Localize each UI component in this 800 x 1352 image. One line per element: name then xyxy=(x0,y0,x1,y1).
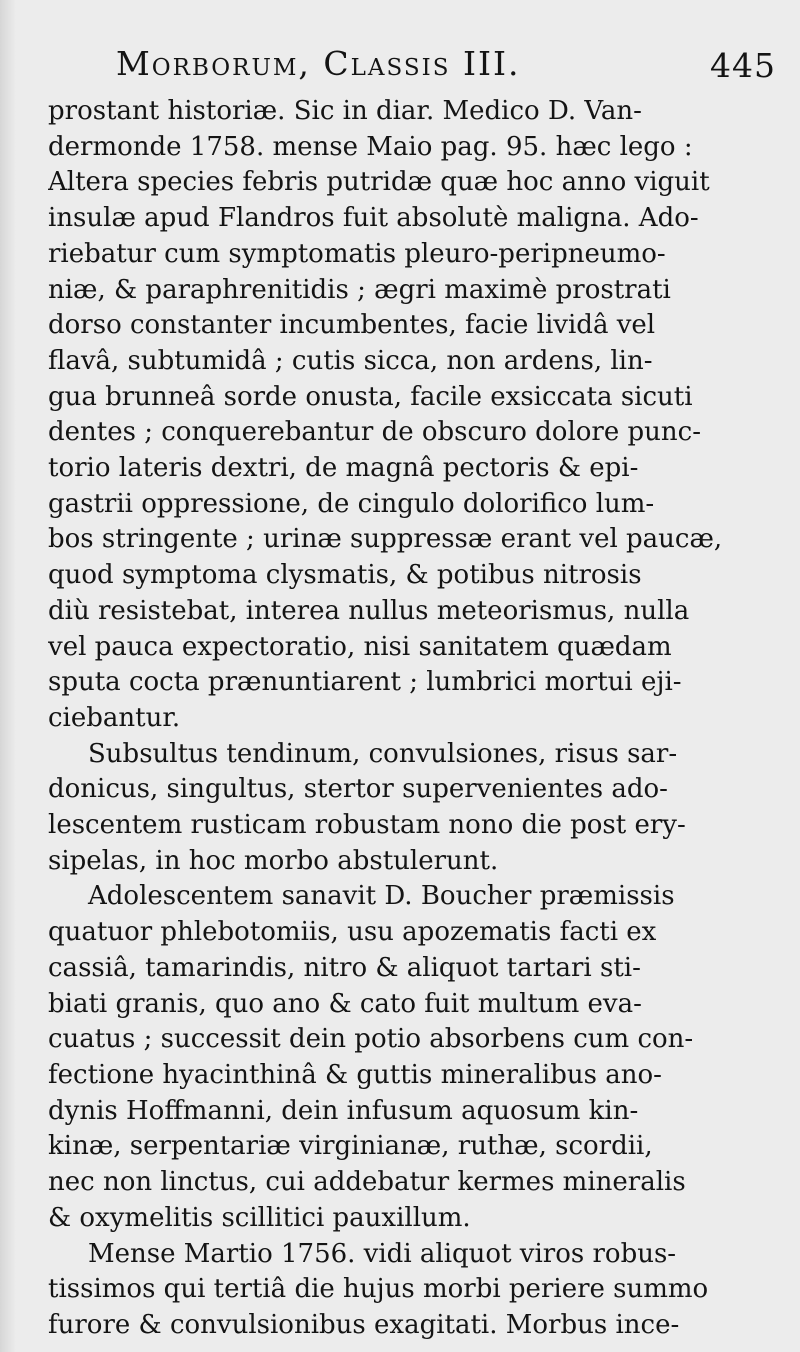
text-line: fectione hyacinthinâ & guttis mineralibus ano- xyxy=(48,1059,662,1090)
text-line: prostant historiæ. Sic in diar. Medico D. Van- xyxy=(48,96,642,126)
text-line: cuatus ; successit dein potio absorbens cum con- xyxy=(48,1024,694,1055)
text-line: Altera species febris putridæ quæ hoc anno viguit xyxy=(48,167,710,198)
text-line: gua brunneâ sorde onusta, facile exsiccata sicuti xyxy=(48,381,693,412)
text-line: quod symptoma clysmatis, & potibus nitrosis xyxy=(48,560,642,591)
paragraph-2 xyxy=(48,737,776,880)
text-line: bos stringente ; urinæ suppressæ erant vel paucæ, xyxy=(48,524,723,555)
text-line: cassiâ, tamarindis, nitro & aliquot tartari sti- xyxy=(48,952,641,983)
text-line: riebatur cum symptomatis pleuro-peripneumo- xyxy=(48,238,666,269)
text-line: niæ, & paraphrenitidis ; ægri maximè prostrati xyxy=(48,274,671,305)
text-line: torio lateris dextri, de magnâ pectoris & epi- xyxy=(48,453,639,484)
page-number: 445 xyxy=(710,46,776,85)
running-title: Morborum, Classis III. xyxy=(116,44,521,83)
text-line: dynis Hoffmanni, dein infusum aquosum kin- xyxy=(48,1095,639,1126)
running-header xyxy=(48,40,776,94)
text-line: nec non linctus, cui addebatur kermes mineralis xyxy=(48,1167,686,1198)
text-line: Adolescentem sanavit D. Boucher præmissis xyxy=(88,881,675,912)
text-line: quatuor phlebotomiis, usu apozematis facti ex xyxy=(48,917,657,948)
text-line: insulæ apud Flandros fuit absolutè maligna. Ado- xyxy=(48,203,699,234)
text-line: sputa cocta prænuntiarent ; lumbrici mortui eji- xyxy=(48,667,682,698)
text-line: & oxymelitis scillitici pauxillum. xyxy=(48,1202,471,1233)
paragraph-3 xyxy=(48,879,776,1236)
text-line: furore & convulsionibus exagitati. Morbus ince- xyxy=(48,1309,680,1340)
text-line: vel pauca expectoratio, nisi sanitatem quædam xyxy=(48,631,672,662)
text-line: ciebantur. xyxy=(48,702,181,733)
text-line: biati granis, quo ano & cato fuit multum eva- xyxy=(48,988,642,1019)
text-line: tissimos qui tertiâ die hujus morbi periere summo xyxy=(48,1274,709,1305)
text-line: lescentem rusticam robustam nono die post ery- xyxy=(48,810,686,841)
text-line: gastrii oppressione, de cingulo dolorifico lum- xyxy=(48,488,655,519)
paragraph-1 xyxy=(48,94,776,737)
text-line: Mense Martio 1756. vidi aliquot viros robus- xyxy=(88,1238,677,1269)
text-line: kinæ, serpentariæ virginianæ, ruthæ, scordii, xyxy=(48,1131,653,1162)
page-content xyxy=(48,40,776,1344)
page-edge-shadow xyxy=(0,0,16,1352)
text-line: diù resistebat, interea nullus meteorismus, nulla xyxy=(48,595,690,626)
paragraph-4 xyxy=(48,1237,776,1344)
text-line: dorso constanter incumbentes, facie lividâ vel xyxy=(48,310,656,341)
text-line: donicus, singultus, stertor supervenientes ado- xyxy=(48,774,668,805)
text-line: dentes ; conquerebantur de obscuro dolore punc- xyxy=(48,417,701,448)
text-line: Subsultus tendinum, convulsiones, risus sar- xyxy=(88,738,678,769)
text-line: sipelas, in hoc morbo abstulerunt. xyxy=(48,845,499,876)
text-line: dermonde 1758. mense Maio pag. 95. hæc lego : xyxy=(48,131,693,162)
text-line: flavâ, subtumidâ ; cutis sicca, non ardens, lin- xyxy=(48,345,653,376)
